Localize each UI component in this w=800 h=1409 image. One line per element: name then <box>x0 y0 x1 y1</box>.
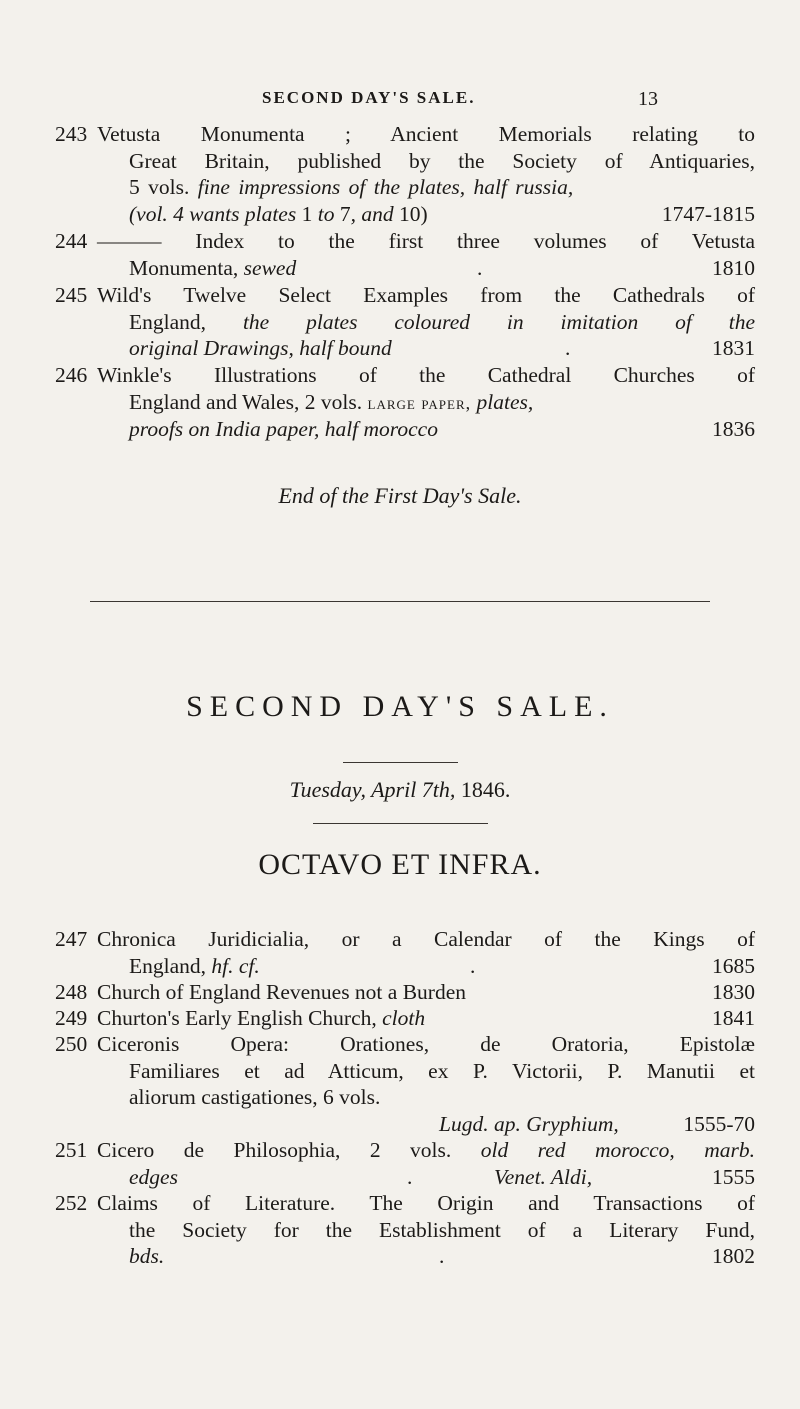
lot-italic: the plates coloured in imitation of the <box>242 309 755 334</box>
lot-246 <box>55 362 755 443</box>
lot-line: Claims of Literature. The Origin and Transactions of <box>97 1191 755 1215</box>
section-divider <box>90 601 710 602</box>
lot-line: Familiares et ad Atticum, ex P. Victorii, P. Manutii et <box>129 1058 755 1083</box>
lot-number: 252 <box>55 1191 88 1215</box>
lot-italic: (vol. 4 wants plates <box>129 201 302 226</box>
lot-line <box>55 201 755 228</box>
lot-text: Church of England Revenues not a Burden <box>97 980 466 1004</box>
lot-251 <box>55 1137 755 1190</box>
lot-line <box>55 1137 755 1164</box>
lot-line: Ciceronis Opera: Orationes, de Oratoria, Epistolæ <box>97 1032 755 1056</box>
lot-line: Chronica Juridicialia, or a Calendar of the Kings of <box>97 927 755 951</box>
lot-text: England, <box>129 309 243 334</box>
lot-line <box>55 228 755 255</box>
lot-number: 244 <box>55 229 88 253</box>
end-of-day-note: End of the First Day's Sale. <box>278 483 522 508</box>
lot-text: Churton's Early English Church, <box>97 1006 383 1030</box>
lot-year: 1841 <box>712 1006 755 1030</box>
lot-line <box>55 979 755 1006</box>
lot-italic: sewed <box>243 255 297 280</box>
lot-text: England and Wales, 2 vols. <box>129 389 368 414</box>
lot-line: Wild's Twelve Select Examples from the Cathedrals of <box>97 283 755 307</box>
lot-text: 7 <box>339 201 351 226</box>
lot-number: 251 <box>55 1138 88 1162</box>
short-rule <box>343 762 458 763</box>
lot-249 <box>55 1005 755 1032</box>
lot-text: 10) <box>398 201 428 226</box>
lot-line <box>55 309 755 336</box>
date-italic: Tuesday, April 7th, <box>289 777 456 802</box>
lot-line <box>55 1111 755 1138</box>
lot-italic: , and <box>350 201 399 226</box>
lot-line <box>55 1005 755 1032</box>
short-rule <box>313 823 488 824</box>
lot-year: 1555 <box>712 1164 755 1189</box>
lot-italic: plates, <box>471 389 534 414</box>
lot-line: England, hf. cf. . 1685 <box>129 953 755 978</box>
lot-line <box>55 416 755 443</box>
lot-line: bds. . 1802 <box>129 1244 755 1268</box>
lot-italic: bds. <box>129 1244 165 1268</box>
lot-line: Monumenta, sewed . 1810 <box>129 255 755 280</box>
lot-italic: edges <box>129 1164 178 1189</box>
lot-243 <box>55 121 755 227</box>
lot-number: 249 <box>55 1006 88 1030</box>
lot-italic: hf. cf. <box>211 953 260 978</box>
lot-text: 5 vols. <box>129 175 198 199</box>
lot-italic: cloth <box>382 1006 426 1030</box>
lot-smallcaps: large paper, <box>367 392 472 413</box>
lot-year: 1685 <box>712 953 755 978</box>
lot-text: Monumenta, <box>129 255 244 280</box>
lot-year: 1831 <box>712 336 755 360</box>
ditto-dash: ——— <box>97 229 162 253</box>
lot-year: 1802 <box>712 1244 755 1268</box>
page-number: 13 <box>638 88 658 110</box>
section-subtitle: OCTAVO ET INFRA. <box>258 848 542 881</box>
lot-italic: original Drawings, half bound <box>129 336 392 360</box>
lot-line: the Society for the Establishment of a Literary Fund, <box>129 1217 755 1242</box>
section-title: SECOND DAY'S SALE. <box>186 690 614 723</box>
lot-text: Index to the first three volumes of Vetusta <box>161 229 755 253</box>
lot-year: 1810 <box>712 255 755 280</box>
sale-date <box>0 777 800 803</box>
lot-line: edges . Venet. Aldi, 1555 <box>129 1164 755 1189</box>
lot-year: 1836 <box>712 417 755 441</box>
lot-244 <box>55 228 755 281</box>
lot-year: 1555-70 <box>683 1111 755 1136</box>
lot-245 <box>55 282 755 362</box>
lot-line: aliorum castigationes, 6 vols. <box>129 1085 381 1109</box>
lot-number: 247 <box>55 927 88 951</box>
lot-number: 245 <box>55 283 88 307</box>
lot-italic: fine impressions of the plates, half russia, <box>197 175 574 199</box>
lot-italic: Lugd. ap. Gryphium, <box>439 1111 619 1136</box>
lot-250 <box>55 1031 755 1137</box>
lot-year: 1747-1815 <box>661 201 755 226</box>
lot-line <box>55 389 755 417</box>
date-year: 1846. <box>455 777 511 802</box>
running-title: SECOND DAY'S SALE. <box>262 88 476 107</box>
lot-line: Winkle's Illustrations of the Cathedral Churches of <box>97 363 755 387</box>
lot-number: 246 <box>55 363 88 387</box>
lot-number: 248 <box>55 980 88 1004</box>
lot-number: 243 <box>55 122 88 146</box>
lot-text: 1 <box>301 201 313 226</box>
lot-252 <box>55 1190 755 1270</box>
lot-italic: proofs on India paper, half morocco <box>129 417 438 441</box>
lot-italic: old red morocco, marb. <box>480 1138 755 1162</box>
lot-number: 250 <box>55 1032 88 1056</box>
lot-text: England, <box>129 953 212 978</box>
running-head <box>0 88 800 118</box>
lot-line <box>55 174 755 201</box>
lot-247 <box>55 926 755 979</box>
lot-year: 1830 <box>712 980 755 1004</box>
lot-italic: to <box>312 201 340 226</box>
lot-line: Vetusta Monumenta ; Ancient Memorials relating to <box>97 122 755 146</box>
lot-line: Great Britain, published by the Society of Antiquaries, <box>129 148 755 173</box>
lot-text: Cicero de Philosophia, 2 vols. <box>97 1138 481 1162</box>
lot-line: original Drawings, half bound . 1831 <box>129 336 755 360</box>
lot-italic: Venet. Aldi, <box>494 1164 593 1189</box>
lot-248 <box>55 979 755 1006</box>
